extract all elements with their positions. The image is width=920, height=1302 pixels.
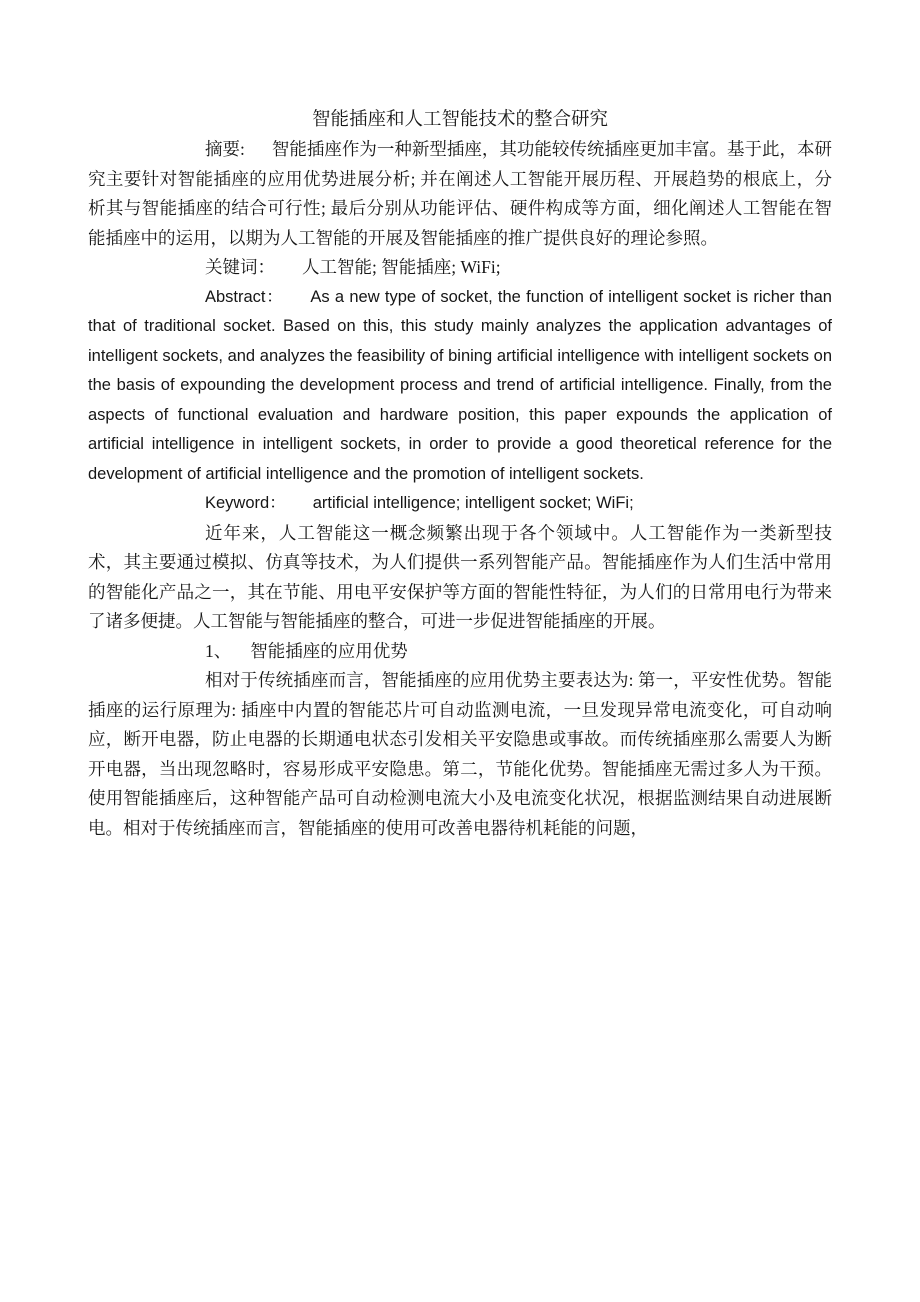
keywords-en-line bbox=[88, 489, 832, 519]
intro-paragraph: 近年来，人工智能这一概念频繁出现于各个领域中。人工智能作为一类新型技术，其主要通过模拟、仿真等技术，为人们提供一系列智能产品。智能插座作为人们生活中常用的智能化产品之一，其在节能、用电平安保护等方面的智能性特征，为人们的日常用电行为带来了诸多便捷。人工智能与智能插座的整合，可进一步促进智能插座的开展。 bbox=[88, 522, 832, 631]
section1-heading-text: 智能插座的应用优势 bbox=[250, 640, 408, 661]
section1-heading bbox=[88, 637, 832, 667]
abstract-zh-label: 摘要: bbox=[205, 139, 245, 159]
abstract-zh-paragraph bbox=[88, 135, 832, 253]
body-paragraph: 相对于传统插座而言，智能插座的应用优势主要表达为: 第一，平安性优势。智能插座的运行原理为: 插座中内置的智能芯片可自动监测电流，一旦发现异常电流变化，可自动响应，断开电器，防止电器的长期通电状态引发相关平安隐患或事故。而传统插座那么需要人为断开电器，当出现忽略时，容易形成平安隐患。第二，节能化优势。智能插座无需过多人为干预。使用智能插座后，这种智能产品可自动检测电流大小及电流变化状况，根据监测结果自动进展断电。相对于传统插座而言，智能插座的使用可改善电器待机耗能的问题， bbox=[88, 670, 832, 838]
abstract-en-label: Abstract： bbox=[205, 287, 284, 306]
keywords-en-text: artificial intelligence; intelligent socket; WiFi; bbox=[312, 494, 634, 512]
keywords-zh-label: 关键词： bbox=[205, 257, 275, 277]
section1-number: 1、 bbox=[205, 640, 232, 661]
document-title: 智能插座和人工智能技术的整合研究 bbox=[311, 110, 608, 130]
abstract-en-text: As a new type of socket, the function of intelligent socket is richer than that of traditional socket. Based on this, this study mainly analyzes the application advantages of intelligent sockets, and analyzes the feasibility of bining artificial intelligence with intelligent sockets on the basis of expounding the development process and trend of artificial intelligence. Finally, from the aspects of functional evaluation and hardware position, this paper expounds the application of artificial intelligence in intelligent sockets, in order to provide a good theoretical reference for the development of artificial intelligence and the promotion of intelligent sockets. bbox=[88, 287, 832, 483]
keywords-en-label: Keyword： bbox=[205, 494, 286, 512]
abstract-zh-text: 智能插座作为一种新型插座，其功能较传统插座更加丰富。基于此，本研究主要针对智能插座的应用优势进展分析; 并在阐述人工智能开展历程、开展趋势的根底上，分析其与智能插座的结合可行性; 最后分别从功能评估、硬件构成等方面，细化阐述人工智能在智能插座中的运用，以期为人工智能的开展及智能插座的推广提供良好的理论参照。 bbox=[88, 139, 832, 248]
keywords-zh-text: 人工智能; 智能插座; WiFi; bbox=[302, 257, 501, 277]
abstract-en-paragraph bbox=[88, 283, 832, 490]
keywords-zh-line bbox=[88, 253, 832, 283]
